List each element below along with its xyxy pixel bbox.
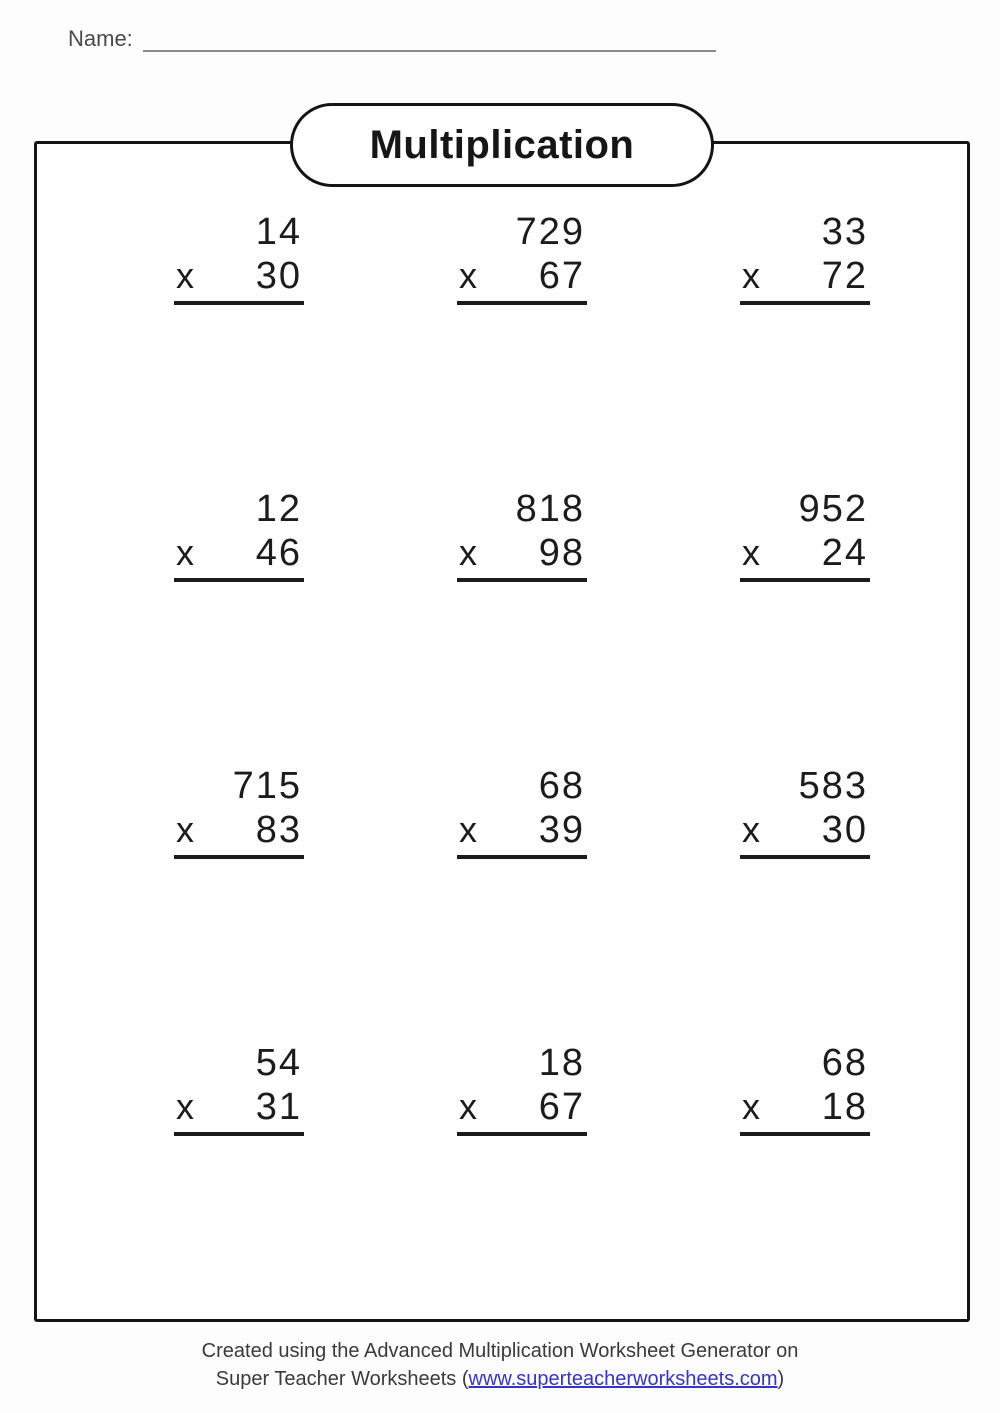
footer-line-2-suffix: )	[777, 1368, 785, 1390]
problem-cell	[457, 487, 587, 582]
multiply-sign: x	[459, 809, 477, 850]
multiplicand: 12	[255, 488, 302, 530]
multiply-sign: x	[176, 1086, 194, 1127]
problem-row	[174, 210, 967, 305]
multiplier: 18	[821, 1086, 868, 1128]
answer-line	[457, 1132, 587, 1136]
multiplicand: 818	[515, 488, 585, 530]
footer-line-1: Created using the Advanced Multiplication Worksheet Generator on	[201, 1340, 799, 1362]
multiplicand: 68	[538, 765, 585, 807]
multiply-sign: x	[176, 255, 194, 296]
problem-cell	[457, 210, 587, 305]
problem-row	[174, 487, 967, 582]
multiplier: 67	[538, 255, 585, 297]
multiply-sign: x	[176, 809, 194, 850]
answer-line	[174, 1132, 304, 1136]
answer-line	[740, 855, 870, 859]
multiplicand: 54	[255, 1042, 302, 1084]
name-label: Name:	[68, 26, 133, 51]
multiply-sign: x	[459, 1086, 477, 1127]
multiplier: 24	[821, 532, 868, 574]
problem-cell	[174, 1041, 304, 1136]
answer-line	[457, 578, 587, 582]
problem-cell	[174, 764, 304, 859]
multiplicand: 952	[798, 488, 868, 530]
answer-line	[740, 301, 870, 305]
multiplicand: 18	[538, 1042, 585, 1084]
problem-cell	[740, 1041, 870, 1136]
answer-line	[457, 301, 587, 305]
multiplier: 83	[255, 809, 302, 851]
name-row	[68, 26, 716, 52]
problem-cell	[740, 487, 870, 582]
multiplier: 39	[538, 809, 585, 851]
title-pill	[290, 103, 714, 187]
multiply-sign: x	[742, 809, 760, 850]
name-blank-line	[143, 26, 716, 52]
answer-line	[174, 855, 304, 859]
problem-cell	[174, 210, 304, 305]
problem-cell	[457, 764, 587, 859]
multiplier: 98	[538, 532, 585, 574]
problem-cell	[457, 1041, 587, 1136]
multiply-sign: x	[742, 255, 760, 296]
multiplier: 46	[255, 532, 302, 574]
answer-line	[457, 855, 587, 859]
multiplier: 67	[538, 1086, 585, 1128]
multiplicand: 583	[798, 765, 868, 807]
multiplier: 30	[821, 809, 868, 851]
problem-row	[174, 764, 967, 859]
multiplicand: 14	[255, 211, 302, 253]
problem-cell	[740, 210, 870, 305]
multiplicand: 33	[821, 211, 868, 253]
answer-line	[174, 578, 304, 582]
multiplicand: 715	[232, 765, 302, 807]
problem-row	[174, 1041, 967, 1136]
multiplier: 31	[255, 1086, 302, 1128]
problems-grid	[37, 144, 967, 1136]
multiply-sign: x	[742, 1086, 760, 1127]
footer-line-2-prefix: Super Teacher Worksheets (	[215, 1368, 469, 1390]
page-title: Multiplication	[369, 122, 635, 167]
multiplicand: 729	[515, 211, 585, 253]
answer-line	[740, 578, 870, 582]
answer-line	[174, 301, 304, 305]
problem-cell	[174, 487, 304, 582]
multiply-sign: x	[742, 532, 760, 573]
problem-cell	[740, 764, 870, 859]
footer	[0, 1337, 1000, 1393]
worksheet-border-box	[34, 122, 970, 1322]
multiplier: 30	[255, 255, 302, 297]
footer-line-2	[0, 1365, 1000, 1393]
multiply-sign: x	[459, 532, 477, 573]
answer-line	[740, 1132, 870, 1136]
multiply-sign: x	[459, 255, 477, 296]
multiplicand: 68	[821, 1042, 868, 1084]
multiplier: 72	[821, 255, 868, 297]
superteacherworksheets-link[interactable]: www.superteacherworksheets.com	[468, 1368, 778, 1390]
multiply-sign: x	[176, 532, 194, 573]
